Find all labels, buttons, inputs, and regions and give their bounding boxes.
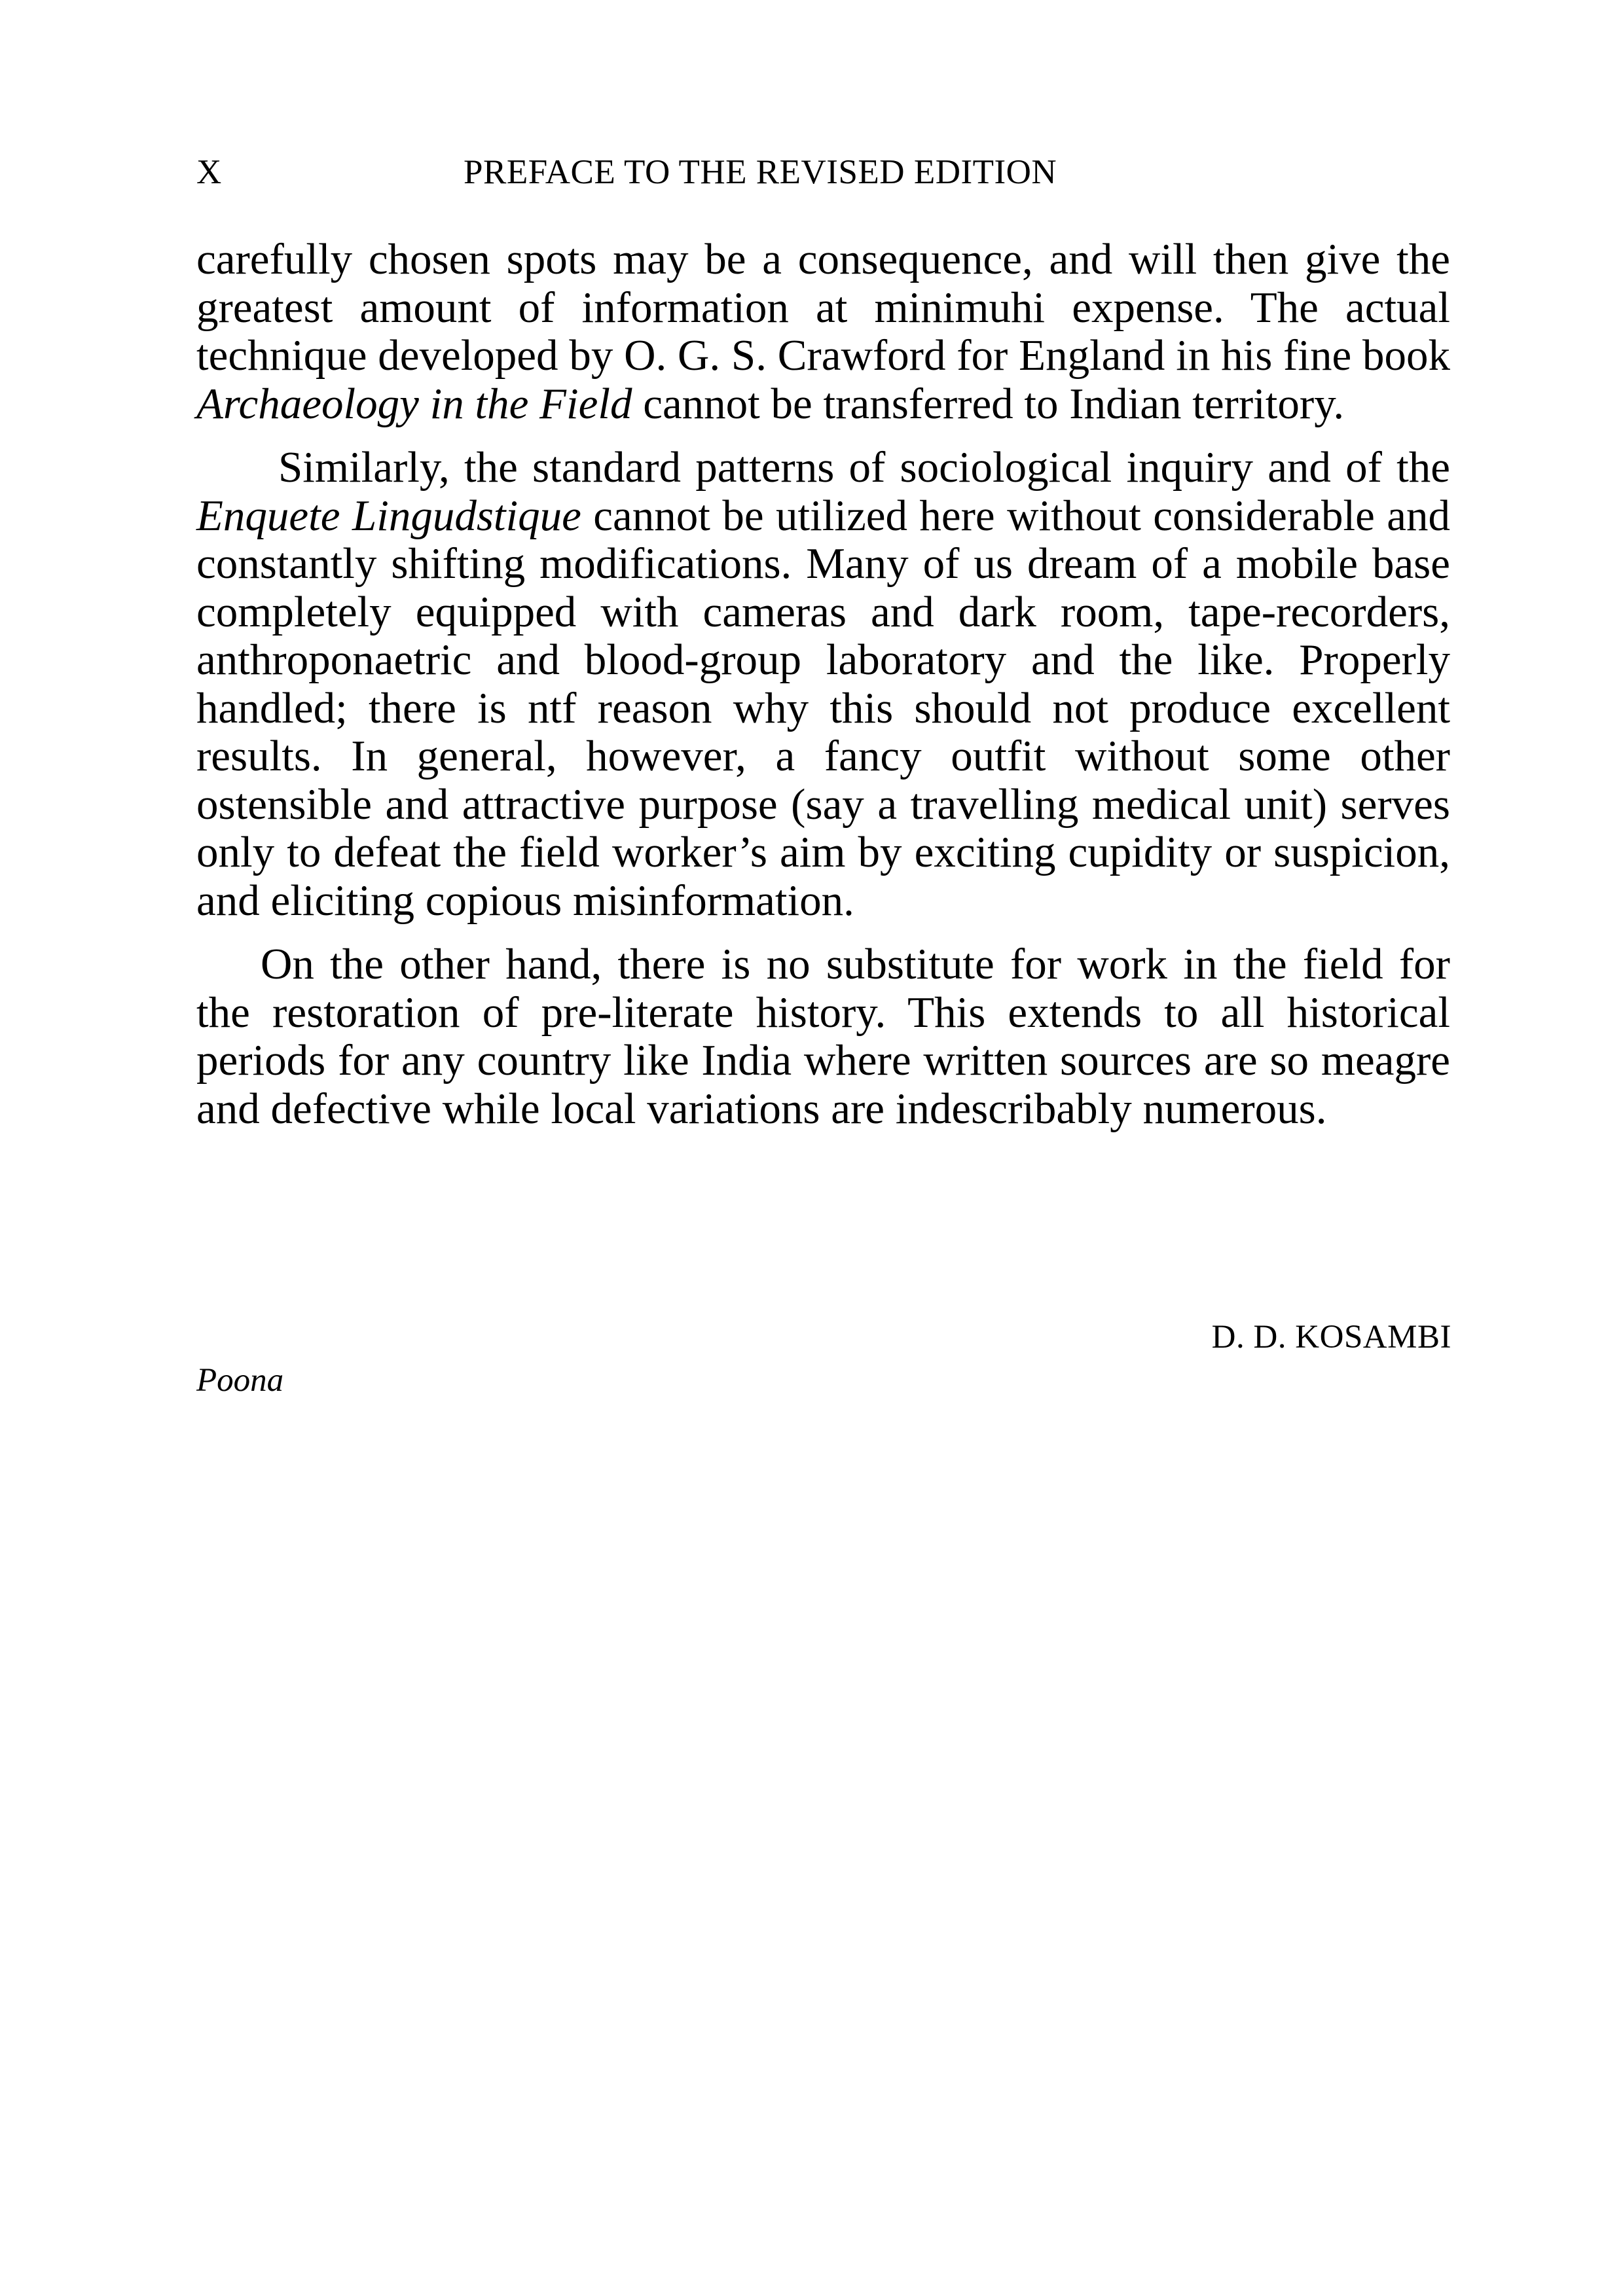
paragraph-3: On the other hand, there is no substitute for work in the field for the restoration of pre-literate history. This extends to all historical periods for any country like India where written sources are so meagre and defective while local variations are indescribably numerous. bbox=[196, 940, 1450, 1133]
place-name: Poona bbox=[196, 1362, 284, 1399]
page-number: X bbox=[196, 153, 222, 191]
paragraph-2-text-after: cannot be utilized here without considerable and constantly shifting modifications. Many of us dream of a mobile base completely equipped with cameras and dark room, tape-recorders, anthroponaetric and blood-group laboratory and the like. Properly handled; there is ntf reason why this should not produce excellent results. In general, however, a fancy outfit without some other ostensible and attractive purpose (say a travelling medical unit) serves only to defeat the field worker’s aim by exciting cupidity or suspicion, and eliciting copious misinformation. bbox=[196, 491, 1450, 925]
paragraph-1-text-before: carefully chosen spots may be a consequence, and will then give the greatest amount of information at minimuhi expense. The actual technique developed by O. G. S. Crawford for England in his fine book bbox=[196, 235, 1450, 380]
paragraph-1 bbox=[196, 236, 1450, 428]
paragraph-2-text-before: Similarly, the standard patterns of sociological inquiry and of the bbox=[278, 443, 1450, 492]
running-head bbox=[196, 149, 1453, 195]
paragraph-1-text-after: cannot be transferred to Indian territory. bbox=[632, 379, 1345, 428]
paragraph-2 bbox=[196, 444, 1450, 925]
running-head-title: PREFACE TO THE REVISED EDITION bbox=[464, 153, 1057, 191]
enquete-title-italic: Enquete Lingudstique bbox=[196, 491, 581, 540]
author-signature: D. D. KOSAMBI bbox=[1211, 1319, 1451, 1355]
book-title-italic: Archaeology in the Field bbox=[196, 379, 632, 428]
body-text bbox=[196, 236, 1450, 1149]
